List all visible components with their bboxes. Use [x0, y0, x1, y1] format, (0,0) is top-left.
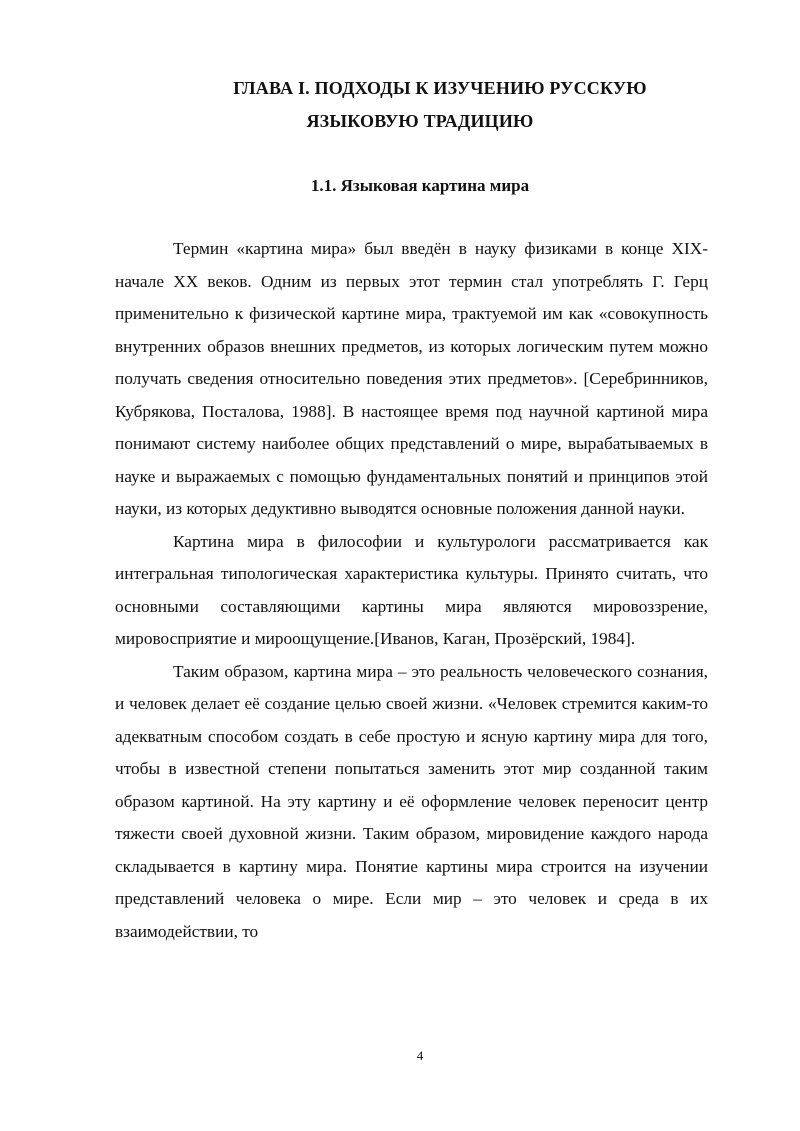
page-number: 4: [416, 1048, 424, 1063]
paragraph-3: Таким образом, картина мира – это реальность человеческого сознания, и человек делает её создание целью своей жизни. «Человек стремится каким-то адекватным способом создать в себе простую и ясную картину мира для того, чтобы в известной степени попытаться заменить этот мир созданной таким образом картиной. На эту картину и её оформление человек переносит центр тяжести своей духовной жизни. Таким образом, мировидение каждого народа складывается в картину мира. Понятие картины мира строится на изучении представлений человека о мире. Если мир – это человек и среда в их взаимодействии, то: [115, 661, 708, 941]
section-title: 1.1. Языковая картина мира: [310, 176, 530, 195]
paragraph-1: Термин «картина мира» был введён в науку физиками в конце XIX- начале XX веков. Одним из первых этот термин стал употреблять Г. Герц применительно к физической картине мира, трактуемой им как «совокупность внутренних образов внешних предметов, из которых логическим путем можно получать сведения относительно поведения этих предметов». [Серебринников, Кубрякова, Посталова, 1988]. В настоящее время под научной картиной мира понимают систему наиболее общих представлений о мире, вырабатываемых в науке и выражаемых с помощью фундаментальных понятий и принципов этой науки, из которых дедуктивно выводятся основные положения данной науки.: [115, 239, 708, 518]
chapter-title-line-2: ЯЗЫКОВУЮ ТРАДИЦИЮ: [306, 111, 534, 131]
paragraph-2: Картина мира в философии и культурологи рассматривается как интегральная типологическая характеристика культуры. Принято считать, что основными составляющими картины мира являются мировоззрение, мировосприятие и мироощущение.[Иванов, Каган, Прозёрский, 1984].: [115, 531, 708, 648]
chapter-title: [120, 72, 720, 138]
chapter-title-line-1: ГЛАВА I. ПОДХОДЫ К ИЗУЧЕНИЮ РУССКУЮ: [233, 78, 647, 98]
body-text: [115, 233, 708, 948]
